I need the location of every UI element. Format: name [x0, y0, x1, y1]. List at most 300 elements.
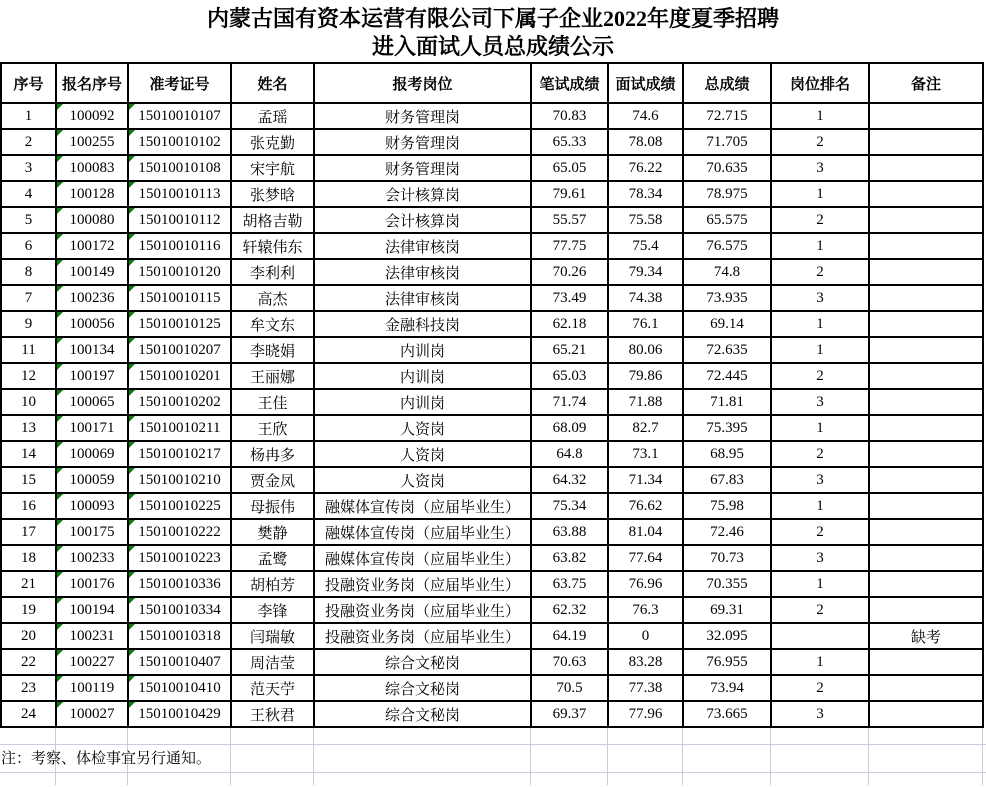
- cell-text: 15010010202: [138, 393, 221, 410]
- cell-rank: [771, 649, 869, 675]
- cell-total-score: [683, 701, 771, 727]
- cell-remark: [869, 207, 983, 233]
- table-row: [1, 545, 983, 571]
- cell-seq: [1, 259, 56, 285]
- cell-text: 77.96: [628, 705, 663, 722]
- cell-text: 综合文秘岗: [384, 655, 460, 672]
- cell-text: 70.63: [552, 653, 587, 670]
- cell-name: [231, 285, 314, 311]
- cell-text: 15010010102: [138, 133, 221, 150]
- cell-seq: [1, 337, 56, 363]
- cell-text: 张梦晗: [249, 187, 295, 204]
- cell-name: [231, 623, 314, 649]
- cell-rank: [771, 207, 869, 233]
- cell-total-score: [683, 181, 771, 207]
- cell-reg-no: [56, 493, 128, 519]
- cell-ticket-no: [128, 337, 231, 363]
- cell-text: 投融资业务岗（应届毕业生）: [324, 603, 520, 620]
- cell-seq: [1, 649, 56, 675]
- cell-text: 77.75: [552, 237, 587, 254]
- cell-written-score: [531, 285, 608, 311]
- cell-text: 胡格吉勒: [242, 213, 303, 230]
- cell-text: 100080: [69, 211, 115, 228]
- cell-total-score: [683, 623, 771, 649]
- cell-reg-no: [56, 519, 128, 545]
- cell-reg-no: [56, 233, 128, 259]
- cell-text: 21: [21, 575, 36, 592]
- cell-text: 轩辕伟东: [242, 239, 303, 256]
- cell-text: 100231: [69, 627, 115, 644]
- cell-text: 75.58: [628, 211, 663, 228]
- cell-reg-no: [56, 467, 128, 493]
- cell-text: 75.4: [632, 237, 659, 254]
- cell-text: 胡柏芳: [249, 577, 295, 594]
- cell-position: [314, 155, 531, 181]
- col-header-reg-no: 报名序号: [56, 63, 128, 103]
- cell-total-score: [683, 285, 771, 311]
- cell-seq: [1, 129, 56, 155]
- cell-interview-score: [608, 675, 683, 701]
- cell-text: 李利利: [249, 265, 295, 282]
- text-format-flag-icon: [129, 338, 135, 344]
- text-format-flag-icon: [57, 520, 63, 526]
- cell-text: 100119: [69, 679, 115, 696]
- cell-text: 69.31: [710, 601, 744, 618]
- cell-reg-no: [56, 155, 128, 181]
- cell-written-score: [531, 597, 608, 623]
- cell-interview-score: [608, 363, 683, 389]
- cell-text: 65.575: [706, 211, 748, 228]
- text-format-flag-icon: [129, 364, 135, 370]
- cell-text: 1: [816, 575, 824, 592]
- cell-rank: [771, 181, 869, 207]
- cell-text: 74.6: [632, 107, 659, 124]
- cell-text: 15010010225: [138, 497, 221, 514]
- cell-text: 内训岗: [399, 395, 445, 412]
- cell-ticket-no: [128, 649, 231, 675]
- cell-text: 3: [816, 393, 824, 410]
- cell-text: 15010010318: [138, 627, 221, 644]
- cell-ticket-no: [128, 259, 231, 285]
- cell-text: 1: [24, 107, 33, 124]
- text-format-flag-icon: [57, 546, 63, 552]
- cell-text: 73.94: [710, 679, 744, 696]
- cell-text: 投融资业务岗（应届毕业生）: [324, 577, 520, 594]
- header-row: [1, 63, 983, 103]
- cell-text: 3: [816, 289, 824, 306]
- cell-text: 贾金凤: [249, 473, 295, 490]
- cell-ticket-no: [128, 181, 231, 207]
- cell-ticket-no: [128, 415, 231, 441]
- cell-text: 综合文秘岗: [384, 681, 460, 698]
- cell-text: 100194: [69, 601, 115, 618]
- cell-rank: [771, 545, 869, 571]
- cell-reg-no: [56, 363, 128, 389]
- cell-rank: [771, 233, 869, 259]
- cell-written-score: [531, 675, 608, 701]
- results-table: [0, 62, 984, 728]
- cell-written-score: [531, 259, 608, 285]
- cell-total-score: [683, 363, 771, 389]
- cell-name: [231, 571, 314, 597]
- cell-text: 王佳: [257, 395, 288, 412]
- cell-text: 0: [641, 627, 650, 644]
- cell-text: 会计核算岗: [384, 187, 460, 204]
- cell-total-score: [683, 493, 771, 519]
- cell-name: [231, 155, 314, 181]
- cell-rank: [771, 259, 869, 285]
- table-row: [1, 285, 983, 311]
- cell-text: 73.935: [706, 289, 748, 306]
- cell-seq: [1, 363, 56, 389]
- cell-seq: [1, 493, 56, 519]
- cell-seq: [1, 389, 56, 415]
- cell-text: 4: [24, 185, 33, 202]
- cell-text: 17: [21, 523, 36, 540]
- gridline-divider: [770, 728, 771, 785]
- text-format-flag-icon: [129, 598, 135, 604]
- text-format-flag-icon: [129, 104, 135, 110]
- cell-position: [314, 467, 531, 493]
- cell-reg-no: [56, 623, 128, 649]
- cell-reg-no: [56, 675, 128, 701]
- table-row: [1, 311, 983, 337]
- cell-text: 1: [816, 419, 824, 436]
- cell-text: 2: [816, 523, 824, 540]
- cell-rank: [771, 103, 869, 129]
- title-line-2: 进入面试人员总成绩公示: [371, 34, 614, 59]
- cell-total-score: [683, 675, 771, 701]
- cell-seq: [1, 181, 56, 207]
- cell-rank: [771, 493, 869, 519]
- text-format-flag-icon: [57, 676, 63, 682]
- cell-written-score: [531, 155, 608, 181]
- cell-text: 3: [816, 159, 824, 176]
- table-row: [1, 259, 983, 285]
- cell-text: 74.38: [628, 289, 663, 306]
- cell-text: 71.34: [628, 471, 663, 488]
- cell-ticket-no: [128, 675, 231, 701]
- col-header-remark: 备注: [869, 63, 983, 103]
- cell-text: 63.88: [552, 523, 587, 540]
- cell-total-score: [683, 415, 771, 441]
- cell-interview-score: [608, 311, 683, 337]
- cell-text: 74.8: [713, 263, 741, 280]
- cell-total-score: [683, 649, 771, 675]
- cell-text: 100083: [69, 159, 115, 176]
- cell-remark: [869, 285, 983, 311]
- cell-remark: [869, 363, 983, 389]
- text-format-flag-icon: [129, 182, 135, 188]
- cell-position: [314, 493, 531, 519]
- cell-seq: [1, 571, 56, 597]
- cell-reg-no: [56, 545, 128, 571]
- text-format-flag-icon: [57, 182, 63, 188]
- text-format-flag-icon: [129, 286, 135, 292]
- cell-text: 16: [21, 497, 36, 514]
- text-format-flag-icon: [57, 208, 63, 214]
- cell-seq: [1, 415, 56, 441]
- cell-position: [314, 285, 531, 311]
- cell-position: [314, 571, 531, 597]
- cell-interview-score: [608, 207, 683, 233]
- cell-seq: [1, 597, 56, 623]
- cell-text: 财务管理岗: [384, 135, 460, 152]
- cell-seq: [1, 623, 56, 649]
- cell-text: 76.96: [628, 575, 663, 592]
- cell-text: 3: [816, 471, 824, 488]
- table-row: [1, 441, 983, 467]
- cell-text: 15010010113: [138, 185, 221, 202]
- text-format-flag-icon: [129, 130, 135, 136]
- cell-interview-score: [608, 285, 683, 311]
- cell-interview-score: [608, 259, 683, 285]
- cell-text: 投融资业务岗（应届毕业生）: [324, 629, 520, 646]
- cell-text: 19: [21, 601, 36, 618]
- cell-text: 内训岗: [399, 369, 445, 386]
- cell-written-score: [531, 337, 608, 363]
- cell-rank: [771, 701, 869, 727]
- cell-text: 孟鹭: [257, 551, 288, 568]
- cell-text: 15010010336: [138, 575, 221, 592]
- cell-rank: [771, 155, 869, 181]
- cell-remark: [869, 337, 983, 363]
- cell-written-score: [531, 467, 608, 493]
- cell-text: 79.86: [628, 367, 663, 384]
- cell-name: [231, 597, 314, 623]
- cell-text: 72.635: [706, 341, 748, 358]
- cell-text: 15010010222: [138, 523, 221, 540]
- cell-text: 樊静: [257, 525, 288, 542]
- text-format-flag-icon: [129, 260, 135, 266]
- text-format-flag-icon: [129, 546, 135, 552]
- text-format-flag-icon: [129, 156, 135, 162]
- cell-ticket-no: [128, 311, 231, 337]
- cell-seq: [1, 311, 56, 337]
- cell-position: [314, 129, 531, 155]
- cell-text: 法律审核岗: [384, 291, 460, 308]
- cell-position: [314, 181, 531, 207]
- cell-written-score: [531, 415, 608, 441]
- cell-total-score: [683, 571, 771, 597]
- cell-name: [231, 181, 314, 207]
- cell-written-score: [531, 493, 608, 519]
- cell-reg-no: [56, 389, 128, 415]
- cell-interview-score: [608, 701, 683, 727]
- cell-text: 55.57: [552, 211, 587, 228]
- cell-text: 2: [24, 133, 33, 150]
- cell-text: 7: [24, 289, 33, 306]
- table-row: [1, 415, 983, 441]
- cell-rank: [771, 337, 869, 363]
- cell-written-score: [531, 519, 608, 545]
- cell-interview-score: [608, 623, 683, 649]
- text-format-flag-icon: [129, 416, 135, 422]
- cell-position: [314, 545, 531, 571]
- cell-written-score: [531, 545, 608, 571]
- cell-written-score: [531, 441, 608, 467]
- cell-written-score: [531, 207, 608, 233]
- text-format-flag-icon: [129, 468, 135, 474]
- cell-text: 法律审核岗: [384, 265, 460, 282]
- cell-remark: [869, 571, 983, 597]
- cell-text: 人资岗: [399, 447, 445, 464]
- cell-text: 83.28: [628, 653, 663, 670]
- text-format-flag-icon: [129, 208, 135, 214]
- cell-text: 75.98: [710, 497, 744, 514]
- cell-text: 100027: [69, 705, 115, 722]
- cell-ticket-no: [128, 623, 231, 649]
- cell-reg-no: [56, 649, 128, 675]
- cell-text: 15010010115: [138, 289, 221, 306]
- text-format-flag-icon: [57, 338, 63, 344]
- cell-text: 15010010112: [138, 211, 221, 228]
- cell-text: 法律审核岗: [384, 239, 460, 256]
- cell-total-score: [683, 311, 771, 337]
- cell-text: 70.83: [552, 107, 587, 124]
- cell-seq: [1, 207, 56, 233]
- cell-ticket-no: [128, 129, 231, 155]
- cell-written-score: [531, 623, 608, 649]
- cell-text: 62.18: [552, 315, 587, 332]
- cell-written-score: [531, 181, 608, 207]
- cell-interview-score: [608, 103, 683, 129]
- cell-text: 79.34: [628, 263, 663, 280]
- cell-text: 2: [816, 445, 824, 462]
- cell-rank: [771, 623, 869, 649]
- cell-text: 15010010429: [138, 705, 221, 722]
- cell-name: [231, 311, 314, 337]
- cell-text: 闫瑞敏: [249, 629, 295, 646]
- cell-text: 77.64: [628, 549, 663, 566]
- cell-text: 71.88: [628, 393, 663, 410]
- cell-text: 22: [21, 653, 36, 670]
- text-format-flag-icon: [129, 676, 135, 682]
- cell-text: 15010010217: [138, 445, 221, 462]
- cell-text: 杨冉多: [249, 447, 295, 464]
- cell-interview-score: [608, 389, 683, 415]
- cell-text: 76.1: [632, 315, 659, 332]
- cell-text: 63.75: [552, 575, 587, 592]
- cell-text: 100233: [69, 549, 115, 566]
- cell-ticket-no: [128, 233, 231, 259]
- cell-position: [314, 649, 531, 675]
- cell-text: 2: [816, 263, 824, 280]
- cell-text: 融媒体宣传岗（应届毕业生）: [324, 499, 520, 516]
- cell-rank: [771, 519, 869, 545]
- cell-text: 综合文秘岗: [384, 707, 460, 724]
- cell-rank: [771, 311, 869, 337]
- cell-ticket-no: [128, 519, 231, 545]
- cell-interview-score: [608, 493, 683, 519]
- text-format-flag-icon: [129, 650, 135, 656]
- cell-rank: [771, 129, 869, 155]
- cell-remark: [869, 181, 983, 207]
- cell-ticket-no: [128, 155, 231, 181]
- cell-position: [314, 337, 531, 363]
- cell-text: 王欣: [257, 421, 288, 438]
- cell-written-score: [531, 129, 608, 155]
- cell-remark: [869, 467, 983, 493]
- cell-written-score: [531, 649, 608, 675]
- cell-position: [314, 363, 531, 389]
- cell-text: 100171: [69, 419, 115, 436]
- table-row: [1, 129, 983, 155]
- cell-remark: [869, 415, 983, 441]
- cell-text: 会计核算岗: [384, 213, 460, 230]
- cell-total-score: [683, 103, 771, 129]
- cell-position: [314, 623, 531, 649]
- text-format-flag-icon: [129, 520, 135, 526]
- text-format-flag-icon: [129, 312, 135, 318]
- cell-total-score: [683, 337, 771, 363]
- cell-text: 1: [816, 653, 824, 670]
- cell-ticket-no: [128, 207, 231, 233]
- cell-seq: [1, 545, 56, 571]
- col-header-position: 报考岗位: [314, 63, 531, 103]
- table-row: [1, 181, 983, 207]
- cell-text: 2: [816, 679, 824, 696]
- text-format-flag-icon: [129, 572, 135, 578]
- cell-text: 3: [816, 705, 824, 722]
- cell-text: 缺考: [910, 629, 941, 646]
- cell-remark: [869, 675, 983, 701]
- cell-remark: [869, 155, 983, 181]
- text-format-flag-icon: [57, 260, 63, 266]
- cell-total-score: [683, 233, 771, 259]
- text-format-flag-icon: [129, 390, 135, 396]
- cell-text: 70.5: [556, 679, 583, 696]
- cell-text: 2: [816, 367, 824, 384]
- cell-text: 71.705: [706, 133, 748, 150]
- cell-text: 金融科技岗: [384, 317, 460, 334]
- cell-rank: [771, 571, 869, 597]
- cell-text: 70.26: [552, 263, 587, 280]
- cell-text: 15010010201: [138, 367, 221, 384]
- cell-seq: [1, 285, 56, 311]
- title-line-1: 内蒙古国有资本运营有限公司下属子企业2022年度夏季招聘: [206, 6, 779, 31]
- cell-text: 70.73: [710, 549, 744, 566]
- cell-reg-no: [56, 285, 128, 311]
- cell-text: 64.8: [556, 445, 583, 462]
- cell-seq: [1, 441, 56, 467]
- text-format-flag-icon: [57, 364, 63, 370]
- cell-ticket-no: [128, 285, 231, 311]
- gridline-divider: [607, 728, 608, 785]
- cell-text: 张克勤: [249, 135, 295, 152]
- text-format-flag-icon: [129, 624, 135, 630]
- cell-reg-no: [56, 103, 128, 129]
- cell-interview-score: [608, 519, 683, 545]
- text-format-flag-icon: [57, 598, 63, 604]
- cell-written-score: [531, 103, 608, 129]
- cell-text: 2: [816, 211, 824, 228]
- cell-text: 65.03: [552, 367, 587, 384]
- cell-rank: [771, 285, 869, 311]
- cell-text: 2: [816, 601, 824, 618]
- cell-text: 62.32: [552, 601, 587, 618]
- table-row: [1, 389, 983, 415]
- cell-text: 12: [21, 367, 36, 384]
- cell-text: 5: [24, 211, 33, 228]
- cell-text: 15: [21, 471, 36, 488]
- cell-seq: [1, 675, 56, 701]
- cell-written-score: [531, 363, 608, 389]
- cell-position: [314, 207, 531, 233]
- cell-text: 财务管理岗: [384, 109, 460, 126]
- cell-text: 范天苧: [249, 681, 295, 698]
- cell-total-score: [683, 389, 771, 415]
